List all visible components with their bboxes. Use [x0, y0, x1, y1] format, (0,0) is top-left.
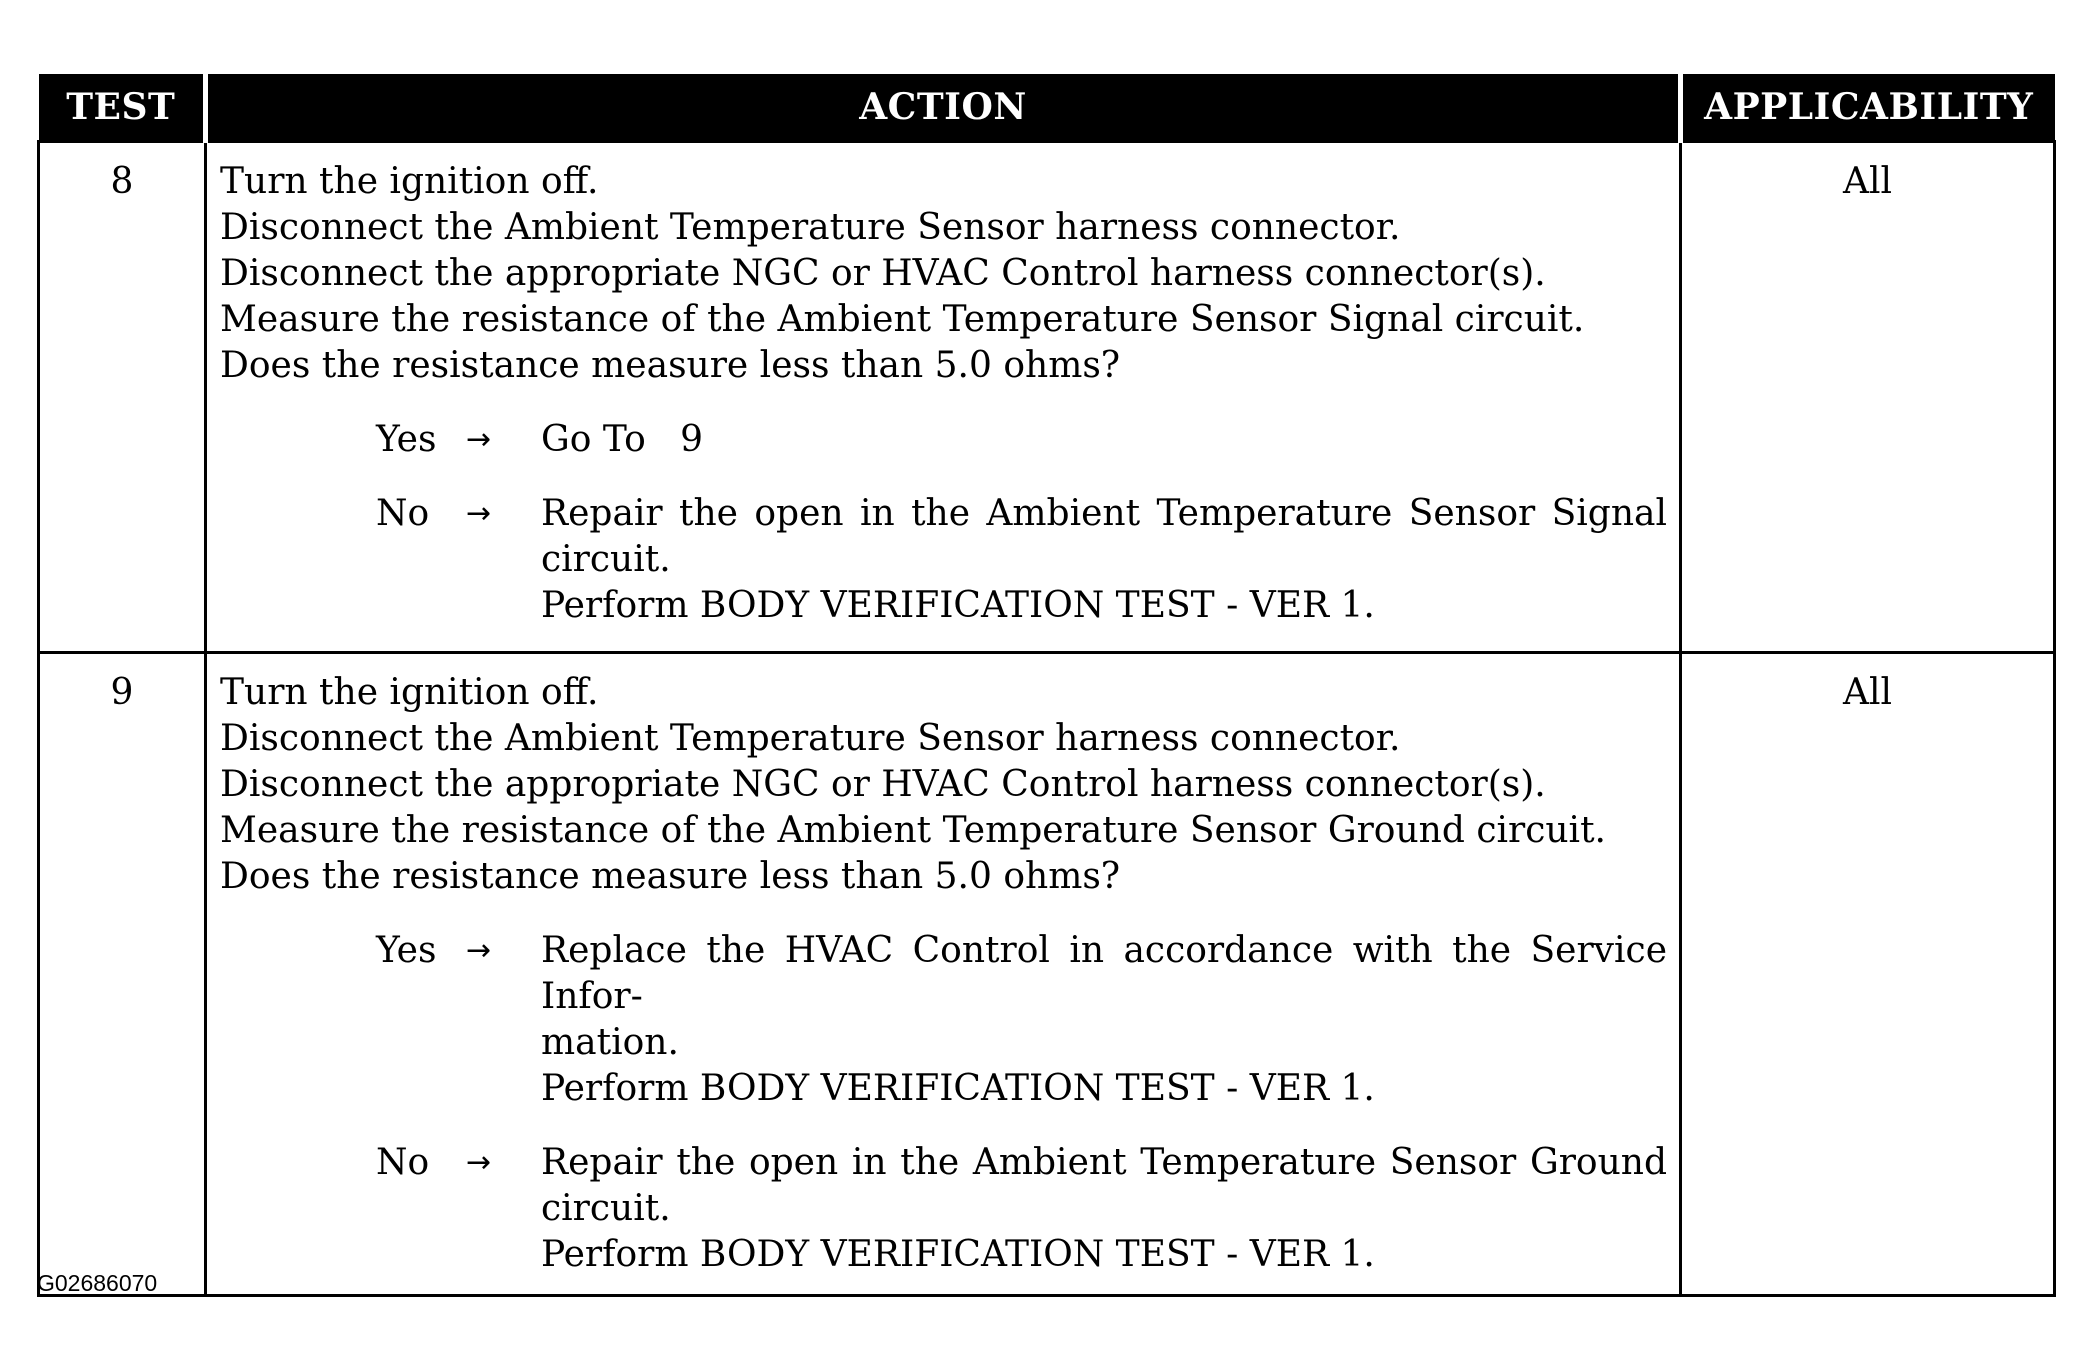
- test-number: 8: [39, 142, 206, 653]
- action-step: Does the resistance measure less than 5.0 ohms?: [220, 856, 1121, 897]
- yes-label: Yes: [376, 419, 437, 460]
- result-line: Perform BODY VERIFICATION TEST - VER 1.: [541, 585, 1375, 626]
- action-step: Turn the ignition off.: [220, 672, 599, 713]
- figure-id: G02686070: [37, 1270, 158, 1296]
- applicability: All: [1681, 653, 2055, 1296]
- action-step: Disconnect the Ambient Temperature Sensor harness connector.: [220, 207, 1401, 248]
- applicability: All: [1681, 142, 2055, 653]
- result-line: Repair the open in the Ambient Temperature Sensor Signal: [541, 493, 1667, 534]
- right-arrow-icon: →: [466, 1145, 492, 1180]
- result-line: Go To 9: [541, 419, 703, 460]
- action-step: Does the resistance measure less than 5.0 ohms?: [220, 345, 1121, 386]
- table-row: [39, 653, 2055, 1296]
- result-line: Replace the HVAC Control in accordance with the Service Infor-: [541, 930, 1667, 1017]
- table-row: [39, 142, 2055, 653]
- action-step: Disconnect the Ambient Temperature Sensor harness connector.: [220, 718, 1401, 759]
- action-step: Measure the resistance of the Ambient Temperature Sensor Signal circuit.: [220, 299, 1585, 340]
- result-line: Perform BODY VERIFICATION TEST - VER 1.: [541, 1234, 1375, 1275]
- no-result: [541, 1140, 1667, 1278]
- no-result: [541, 491, 1667, 629]
- result-line: Repair the open in the Ambient Temperature Sensor Ground: [541, 1142, 1667, 1183]
- no-response: [220, 1140, 1667, 1278]
- yes-response: [220, 928, 1667, 1112]
- yes-response: [220, 417, 1667, 463]
- no-label: No: [376, 1142, 430, 1183]
- action-step: Disconnect the appropriate NGC or HVAC Control harness connector(s).: [220, 764, 1546, 805]
- diagnostic-test-table: [37, 74, 2056, 1297]
- table-header-row: [39, 74, 2055, 142]
- right-arrow-icon: →: [466, 496, 492, 531]
- result-line: circuit.: [541, 539, 671, 580]
- action-step: Turn the ignition off.: [220, 161, 599, 202]
- header-test: TEST: [39, 74, 206, 142]
- action-cell: [206, 142, 1681, 653]
- yes-result: [541, 928, 1667, 1112]
- right-arrow-icon: →: [466, 933, 492, 968]
- action-step: Disconnect the appropriate NGC or HVAC Control harness connector(s).: [220, 253, 1546, 294]
- test-number: 9: [39, 653, 206, 1296]
- yes-label: Yes: [376, 930, 437, 971]
- result-line: Perform BODY VERIFICATION TEST - VER 1.: [541, 1068, 1375, 1109]
- no-label: No: [376, 493, 430, 534]
- header-applicability: APPLICABILITY: [1681, 74, 2055, 142]
- result-line: mation.: [541, 1022, 679, 1063]
- yes-result: [541, 417, 1667, 463]
- right-arrow-icon: →: [466, 422, 492, 457]
- result-line: circuit.: [541, 1188, 671, 1229]
- header-action: ACTION: [206, 74, 1681, 142]
- no-response: [220, 491, 1667, 629]
- action-cell: [206, 653, 1681, 1296]
- action-step: Measure the resistance of the Ambient Temperature Sensor Ground circuit.: [220, 810, 1606, 851]
